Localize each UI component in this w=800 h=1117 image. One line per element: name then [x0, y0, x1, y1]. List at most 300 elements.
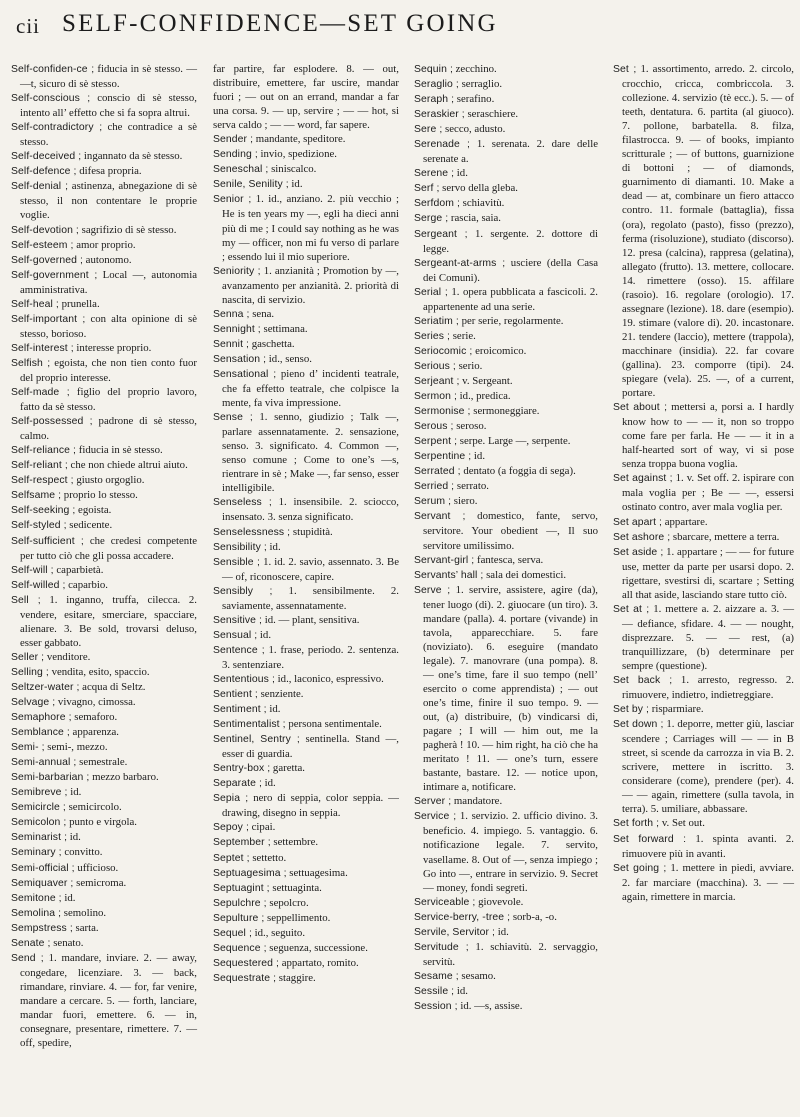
- entry-headword: Set going ;: [613, 862, 667, 874]
- dictionary-entry: [213, 495, 399, 524]
- dictionary-entry: [213, 835, 399, 850]
- entry-headword: Self-esteem ;: [11, 239, 74, 251]
- column-2: [213, 62, 399, 986]
- dictionary-entry: [11, 770, 197, 785]
- entry-headword: Sentence ;: [213, 644, 265, 656]
- entry-headword: Serpent ;: [414, 436, 458, 448]
- dictionary-entry: [213, 896, 399, 911]
- entry-definition: fiducia in sè stesso. — —t, sicuro di sè stesso.: [20, 63, 197, 91]
- entry-definition: id., laconico, espressivo.: [274, 672, 384, 685]
- dictionary-entry: [414, 568, 598, 583]
- entry-headword: Sensation ;: [213, 353, 267, 365]
- entry-definition: id.: [67, 786, 82, 799]
- entry-definition: id. — plant, sensitiva.: [262, 613, 360, 626]
- page-number: cii: [16, 14, 40, 38]
- dictionary-entry: [414, 794, 598, 809]
- entry-definition: senato.: [50, 936, 84, 949]
- entry-definition: cipai.: [248, 821, 276, 834]
- entry-headword: Sennight ;: [213, 323, 261, 335]
- entry-headword: Set apart ;: [613, 516, 663, 528]
- entry-headword: Sequin ;: [414, 64, 453, 75]
- dictionary-entry: [11, 473, 197, 488]
- entry-definition: seguenza, successione.: [266, 941, 368, 954]
- entry-headword: Sepulchre ;: [213, 897, 267, 909]
- entry-headword: Semibreve ;: [11, 787, 68, 799]
- entry-definition: id.: [495, 925, 509, 938]
- entry-definition: risparmiare.: [649, 703, 704, 716]
- entry-definition: 1. servizio. 2. ufficio divino. 3. beneficio. 4. impiego. 5. vantaggio. 6. notificazione legale. 7. servito, vasellame. 8. Out of —, senza impiego ; Go into —, entrare in servizio. 9. Secret — money, fondi segreti.: [423, 810, 598, 894]
- dictionary-entry: [613, 471, 794, 514]
- entry-headword: Septuagint ;: [213, 882, 270, 894]
- entry-definition: staggire.: [276, 971, 316, 984]
- entry-headword: Servant-girl ;: [414, 554, 475, 566]
- dictionary-entry: [613, 515, 794, 530]
- entry-definition: pieno d’ incidenti teatrale, che fa effetto teatrale, che colpisce la mente, fa viva impressione.: [222, 367, 399, 410]
- entry-headword: Semiquaver ;: [11, 877, 74, 889]
- entry-headword: Servant ;: [414, 511, 466, 523]
- entry-definition: schiavitù.: [459, 197, 505, 210]
- dictionary-entry: [414, 329, 598, 344]
- entry-definition: serrato.: [454, 480, 489, 493]
- dictionary-entry: [414, 374, 598, 389]
- entry-headword: Sempstress ;: [11, 922, 73, 934]
- entry-definition: 1. v. Set off. 2. ispirare con mala voglia per ; Be — —, essersi ostinato contro, aver mala voglia per.: [622, 472, 794, 514]
- entry-headword: Selling ;: [11, 666, 49, 678]
- dictionary-entry: [414, 449, 598, 464]
- dictionary-entry: [613, 717, 794, 816]
- entry-definition: settuagesima.: [286, 866, 348, 879]
- entry-headword: Semi-barbarian ;: [11, 772, 90, 784]
- entry-headword: Self-seeking ;: [11, 505, 76, 517]
- entry-definition: autonomo.: [82, 253, 132, 266]
- entry-definition: vivagno, cimossa.: [55, 696, 136, 709]
- entry-definition: invio, spedizione.: [257, 148, 337, 161]
- dictionary-entry: [213, 926, 399, 941]
- dictionary-entry: [213, 941, 399, 956]
- entry-definition: sarta.: [72, 921, 99, 934]
- entry-definition: id.: [471, 450, 486, 463]
- entry-definition: rascia, saia.: [448, 212, 501, 225]
- dictionary-entry: [613, 530, 794, 545]
- entry-definition: id.: [257, 628, 272, 641]
- entry-headword: Sentimentalist ;: [213, 719, 286, 731]
- entry-definition: 1. arresto, regresso. 2. rimuovere, indietro, indietreggiare.: [622, 674, 794, 702]
- dictionary-entry: [11, 725, 197, 740]
- dictionary-entry: [414, 583, 598, 795]
- entry-headword: Sermon ;: [414, 391, 457, 403]
- dictionary-entry: [414, 809, 598, 894]
- entry-headword: Serrated ;: [414, 466, 461, 478]
- dictionary-entry: [11, 785, 197, 800]
- entry-definition: id.: [261, 777, 276, 790]
- entry-definition: apparenza.: [69, 726, 120, 739]
- entry-headword: Serial ;: [414, 286, 448, 298]
- entry-headword: Sermonise ;: [414, 406, 471, 418]
- entry-headword: Seraskier ;: [414, 109, 465, 121]
- dictionary-entry: [11, 443, 197, 458]
- entry-definition: persona sentimentale.: [285, 718, 382, 731]
- dictionary-entry: [11, 223, 197, 238]
- entry-definition: amor proprio.: [73, 238, 136, 251]
- entry-headword: Sensitive ;: [213, 614, 263, 626]
- entry-definition: servo della gleba.: [439, 182, 518, 195]
- dictionary-entry: [11, 710, 197, 725]
- entry-headword: Serf ;: [414, 183, 440, 195]
- entry-definition: fantesca, serva.: [474, 553, 544, 566]
- dictionary-entry: [414, 404, 598, 419]
- dictionary-entry: [414, 969, 598, 984]
- entry-headword: Self-possessed ;: [11, 416, 93, 428]
- entry-headword: Self-government ;: [11, 269, 98, 281]
- dictionary-entry: [11, 253, 197, 268]
- entry-definition: id.: [67, 831, 81, 844]
- entry-headword: Serve ;: [414, 584, 451, 596]
- entry-headword: Sequence ;: [213, 942, 267, 954]
- dictionary-entry: [11, 356, 197, 385]
- entry-headword: Seniority ;: [213, 265, 261, 277]
- dictionary-entry: [11, 815, 197, 830]
- entry-headword: Self-important ;: [11, 313, 86, 325]
- entry-definition: id., senso.: [266, 352, 312, 365]
- entry-definition: 1. frase, periodo. 2. sentenza. 3. sentenziare.: [222, 643, 399, 671]
- entry-definition: id.: [288, 178, 303, 191]
- entry-definition: gaschetta.: [249, 337, 295, 350]
- dictionary-entry: [213, 776, 399, 791]
- entry-headword: Self-defence ;: [11, 166, 77, 178]
- entry-headword: Serum ;: [414, 496, 452, 508]
- dictionary-entry: [414, 479, 598, 494]
- dictionary-entry: [11, 936, 197, 951]
- dictionary-entry: [213, 307, 399, 322]
- entry-definition: con alta opinione di sè stesso, borioso.: [20, 312, 197, 340]
- dictionary-entry: [613, 62, 794, 400]
- dictionary-entry: [11, 341, 197, 356]
- dictionary-entry: [414, 984, 598, 999]
- dictionary-entry: [213, 177, 399, 192]
- entry-definition: 1. opera pubblicata a fascicoli. 2. appartenente ad una serie.: [423, 285, 598, 313]
- entry-headword: Service-berry, -tree ;: [414, 911, 511, 923]
- entry-definition: sbarcare, mettere a terra.: [670, 530, 780, 543]
- dictionary-entry: [414, 77, 598, 92]
- dictionary-entry: [11, 297, 197, 312]
- dictionary-entry: [213, 881, 399, 896]
- entry-headword: Self-styled ;: [11, 520, 67, 532]
- dictionary-entry: [11, 312, 197, 341]
- entry-headword: Self-reliance ;: [11, 445, 77, 457]
- dictionary-entry: [11, 488, 197, 503]
- entry-definition: mandante, speditore.: [253, 133, 346, 146]
- dictionary-entry: [213, 761, 399, 776]
- dictionary-entry: [11, 921, 197, 936]
- entry-definition: 1. appartare ; — — for future use, metter da parte per usarsi dopo. 2. rigettare, svestirsi di, scartare ; Setting all that aside, lasciando stare tutto ciò.: [622, 545, 794, 601]
- entry-definition: serie.: [450, 329, 476, 342]
- entry-headword: Sergeant-at-arms ;: [414, 257, 506, 269]
- entry-headword: Septuagesima ;: [213, 867, 287, 879]
- entry-definition: 1. sergente. 2. dottore di legge.: [423, 227, 598, 255]
- entry-definition: che non chiede altrui aiuto.: [67, 459, 188, 472]
- entry-definition: mandatore.: [451, 795, 503, 808]
- entry-definition: vendita, esito, spaccio.: [48, 665, 150, 678]
- dictionary-entry: [213, 132, 399, 147]
- entry-definition: siniscalco.: [268, 163, 317, 176]
- entry-headword: Set ;: [613, 64, 637, 75]
- entry-definition: appartato, romito.: [279, 956, 359, 969]
- dictionary-entry: [11, 680, 197, 695]
- entry-headword: Seminary ;: [11, 847, 62, 859]
- entry-definition: settetto.: [249, 851, 287, 864]
- entry-headword: Seriocomic ;: [414, 345, 473, 357]
- entry-definition: per serie, regolarmente.: [458, 314, 564, 327]
- entry-definition: nero di seppia, color seppia. — drawing, disegno in seppia.: [222, 792, 399, 820]
- entry-definition: 1. id., anziano. 2. più vecchio ; He is ten years my —, egli ha dieci anni più di me ; I could say nothing as he was my — officer, non mi fu verso di parlare ; essendo lui il mio superiore.: [222, 193, 399, 263]
- entry-headword: Sequel ;: [213, 927, 252, 939]
- entry-definition: conscio di sè stesso, intento all’ effetto che si fa sopra altrui.: [20, 92, 197, 120]
- entry-definition: prunella.: [58, 297, 100, 310]
- entry-headword: Set back ;: [613, 675, 673, 687]
- entry-headword: Sennit ;: [213, 338, 250, 350]
- entry-definition: id.: [454, 984, 468, 997]
- dictionary-entry: [11, 164, 197, 179]
- running-head: SELF-CONFIDENCE—SET GOING: [62, 10, 498, 37]
- entry-headword: Sentry-box ;: [213, 763, 271, 775]
- dictionary-entry: [11, 414, 197, 443]
- dictionary-entry: [414, 181, 598, 196]
- entry-headword: Sepia ;: [213, 793, 249, 805]
- entry-definition: semaforo.: [71, 711, 118, 724]
- entry-headword: Seltzer-water ;: [11, 681, 80, 693]
- dictionary-entry: [414, 553, 598, 568]
- entry-definition: seppellimento.: [264, 911, 331, 924]
- entry-definition: eroicomico.: [472, 344, 527, 357]
- dictionary-entry: [213, 352, 399, 367]
- dictionary-entry: [11, 891, 197, 906]
- entry-headword: Sense ;: [213, 412, 253, 424]
- dictionary-entry: [11, 593, 197, 650]
- entry-headword: Set by ;: [613, 704, 650, 716]
- entry-headword: Self-denial ;: [11, 181, 69, 193]
- entry-headword: Send ;: [11, 952, 44, 964]
- entry-definition: settimana.: [260, 322, 308, 335]
- entry-headword: Senselessness ;: [213, 526, 291, 538]
- entry-headword: Self-devotion ;: [11, 224, 79, 236]
- entry-definition: semolino.: [61, 906, 107, 919]
- entry-definition: padrone di sè stesso, calmo.: [20, 415, 197, 443]
- entry-definition: venditore.: [44, 650, 91, 663]
- entry-headword: Sequestrate ;: [213, 972, 277, 984]
- entry-headword: Self-respect ;: [11, 475, 74, 487]
- dictionary-entry: [213, 525, 399, 540]
- entry-headword: Serous ;: [414, 421, 454, 433]
- dictionary-columns: [0, 62, 800, 1112]
- entry-definition: punto e virgola.: [66, 816, 137, 829]
- entry-definition: far partire, far esplodere. 8. — out, distribuire, emettere, far uscire, mandar fuori ; — out on an errand, mandar a far una corsa. 9. — up, servire ; — — hot, si serva caldo ; — — word, far sapere.: [213, 63, 399, 132]
- dictionary-entry: [414, 910, 598, 925]
- entry-definition: che contradice a sè stesso.: [20, 121, 198, 149]
- entry-headword: Septet ;: [213, 852, 250, 864]
- entry-definition: astinenza, abnegazione di sè stesso, il non contentare le proprie voglie.: [20, 180, 197, 222]
- entry-headword: Sententious ;: [213, 673, 275, 685]
- dictionary-entry: [213, 956, 399, 971]
- entry-definition: usciere (della Casa dei Comuni).: [423, 256, 598, 284]
- entry-definition: mettersi a, porsi a. I hardly know how to — — it, non so troppo come fare per farla. He — — it in a half-hearted sort of way, vi si pose senza troppa buona voglia.: [622, 401, 795, 471]
- dictionary-entry: [613, 545, 794, 602]
- dictionary-entry: [613, 602, 794, 673]
- dictionary-entry: [11, 906, 197, 921]
- dictionary-entry: [414, 122, 598, 137]
- page-header: [0, 0, 800, 56]
- entry-headword: Session ;: [414, 1001, 458, 1012]
- dictionary-entry: [11, 91, 197, 120]
- entry-headword: Self-will ;: [11, 564, 54, 576]
- entry-definition: secco, adusto.: [442, 123, 506, 136]
- entry-headword: Serene ;: [414, 168, 455, 180]
- dictionary-entry: [213, 613, 399, 628]
- entry-headword: Set aside ;: [613, 546, 664, 558]
- dictionary-entry: [213, 192, 399, 263]
- entry-definition: 1. spinta avanti. 2. rimuovere più in avanti.: [622, 832, 794, 860]
- dictionary-entry: [414, 196, 598, 211]
- dictionary-entry: [11, 238, 197, 253]
- entry-definition: 1. mettere a. 2. aizzare a. 3. — — defiance, sfidare. 4. — — nought, disprezzare. 5. — — rest, (a) tranquillizzare, (b) determinare per sempre (questione).: [622, 602, 794, 672]
- dictionary-entry: [213, 851, 399, 866]
- dictionary-entry: [11, 740, 197, 755]
- entry-definition: Local —, autonomia amministrativa.: [20, 268, 197, 296]
- entry-headword: Self-sufficient ;: [11, 535, 84, 547]
- entry-definition: interesse proprio.: [73, 341, 152, 354]
- entry-headword: Set forth ;: [613, 818, 660, 830]
- dictionary-entry: [414, 389, 598, 404]
- dictionary-entry: [613, 861, 794, 904]
- entry-headword: Senior ;: [213, 194, 252, 206]
- entry-headword: Seraph ;: [414, 94, 455, 106]
- entry-headword: Sensibly ;: [213, 585, 273, 597]
- dictionary-entry: [414, 166, 598, 181]
- entry-headword: Sensible ;: [213, 556, 260, 568]
- entry-definition: senziente.: [257, 688, 304, 701]
- entry-definition: mezzo barbaro.: [89, 771, 159, 784]
- dictionary-entry: [213, 791, 399, 820]
- dictionary-entry: [11, 951, 197, 1050]
- entry-headword: Sequestered ;: [213, 957, 279, 969]
- dictionary-entry: [613, 702, 794, 717]
- entry-headword: Serpentine ;: [414, 451, 472, 463]
- dictionary-entry: [414, 227, 598, 256]
- entry-headword: Self-heal ;: [11, 298, 59, 310]
- entry-definition: 1. inganno, truffa, cilecca. 2. vendere, esitare, smerciare, spacciare, alienare. 3. Be sold, trovarsi deluso, esser gabbato.: [20, 593, 197, 649]
- entry-headword: Semi- ;: [11, 742, 45, 754]
- entry-definition: siero.: [451, 495, 478, 508]
- entry-headword: Senile, Senility ;: [213, 179, 289, 191]
- entry-headword: Servitude ;: [414, 941, 469, 953]
- dictionary-entry: [213, 147, 399, 162]
- entry-definition: 1. senno, giudizio ; Talk —, parlare assennatamente. 2. sensazione, senso. 3. significato. 4. Common —, senso comune ; Come to one’s —s, rientrare in sè ; Make —, far senso, esser intelligibile.: [222, 411, 400, 495]
- dictionary-entry: [11, 179, 197, 222]
- entry-definition: sena.: [249, 307, 275, 320]
- dictionary-entry: [11, 534, 197, 563]
- column-4: [613, 62, 794, 904]
- entry-headword: Sere ;: [414, 124, 443, 136]
- dictionary-entry: [414, 107, 598, 122]
- entry-headword: Semitone ;: [11, 892, 62, 904]
- entry-headword: Semi-official ;: [11, 862, 75, 874]
- dictionary-entry: [414, 285, 598, 314]
- entry-headword: Sessile ;: [414, 985, 455, 997]
- dictionary-entry: [11, 755, 197, 770]
- entry-definition: id.: [61, 891, 76, 904]
- dictionary-entry: [213, 322, 399, 337]
- entry-definition: appartare.: [662, 515, 708, 528]
- entry-definition: 1. assortimento, arredo. 2. circolo, crocchio, cricca, combriccola. 3. collezione. 4. servizio (tè ecc.). 5. — of teeth, dentatura. 6. partita (al giuoco). 7. pollone, barbatella. 8. filza, filastrocca. 9. — of books, impianto scritturale ; — of buttons, guarnizione di bottoni ; — of diamonds, guarnimento di diamanti. 10. Make a dead — at, combinare un fiero attacco contro. 11. formale (battaglia), fissa (ora), regolato (pasto), fisso (prezzo), ferma (risoluzione), studiato (discorso). 12. presa (calcina), rappresa (gelatina), allegato (frutto). 13. mettere, collocare. 14. rimettere (osso). 15. affilare (rasoio). 16. regolare (orologio). 17. assegnare (lezione). 18. dare (esempio). 19. stimare (valore di). 20. incastonare. 21. tendere (laccio), mettere (trappola), macchinare (insidia). 22. far covare (gallina). 23. comporre (tipi). 24. spiegare (vela). 25. —, of a current, portare.: [622, 63, 795, 400]
- dictionary-entry: [414, 314, 598, 329]
- dictionary-entry: [11, 268, 197, 297]
- entry-definition: ingannato da sè stesso.: [81, 150, 183, 163]
- entry-definition: sedicente.: [66, 519, 113, 532]
- entry-definition: serpe. Large —, serpente.: [457, 435, 571, 448]
- entry-headword: Self-contradictory ;: [11, 122, 103, 134]
- entry-headword: Seriatim ;: [414, 315, 459, 327]
- entry-definition: 1. deporre, metter giù, lasciar scendere ; Carriages will — — in B street, si scende da carrozza in via B. 2. scrivere, mettere in iscritto. 3. considerare (come), prendere (per). 4. — — again, rimettere (sulla tavola, in terra). 5. umiliare, abbassare.: [622, 718, 794, 816]
- entry-definition: id.: [454, 167, 468, 180]
- entry-definition: dentato (a foggia di sega).: [460, 465, 576, 478]
- dictionary-entry: [11, 563, 197, 578]
- entry-headword: Seminarist ;: [11, 832, 68, 844]
- dictionary-entry: [213, 264, 399, 307]
- entry-definition: figlio del proprio lavoro, fatto da sè stesso.: [20, 386, 197, 414]
- entry-headword: Self-conscious ;: [11, 93, 91, 105]
- dictionary-entry: [11, 800, 197, 815]
- dictionary-entry: [613, 400, 794, 471]
- dictionary-entry: [414, 494, 598, 509]
- entry-definition: settembre.: [270, 836, 319, 849]
- column-1: [11, 62, 197, 1050]
- dictionary-entry: [11, 385, 197, 414]
- entry-headword: Set at ;: [613, 603, 650, 615]
- entry-headword: Selfsame ;: [11, 490, 62, 502]
- entry-headword: Sentinel, Sentry ;: [213, 734, 300, 746]
- dictionary-entry: [213, 702, 399, 717]
- entry-definition: id.: [266, 703, 281, 716]
- entry-definition: sagrifizio di sè stesso.: [78, 223, 177, 236]
- entry-definition: zecchino.: [452, 63, 497, 75]
- entry-headword: Set forward :: [613, 833, 687, 845]
- entry-headword: Senna ;: [213, 308, 250, 320]
- dictionary-entry: [414, 359, 598, 374]
- entry-definition: semi-, mezzo.: [44, 741, 108, 754]
- dictionary-entry: [213, 367, 399, 410]
- entry-definition: id., predica.: [456, 390, 511, 403]
- entry-definition: sorb-a, -o.: [510, 910, 557, 923]
- dictionary-entry: [414, 256, 598, 285]
- entry-headword: Senseless ;: [213, 497, 272, 509]
- entry-definition: giovevole.: [475, 895, 524, 908]
- dictionary-entry: [213, 672, 399, 687]
- dictionary-entry: [414, 419, 598, 434]
- entry-definition: egoista.: [75, 504, 112, 517]
- entry-headword: September ;: [213, 837, 271, 849]
- entry-headword: Sesame ;: [414, 970, 459, 982]
- entry-definition: sesamo.: [458, 969, 496, 982]
- entry-headword: Seneschal ;: [213, 164, 269, 176]
- dictionary-entry: [213, 584, 399, 613]
- entry-headword: Semblance ;: [11, 727, 70, 739]
- entry-definition: egoista, che non tien conto fuor del proprio interesse.: [20, 356, 197, 384]
- entry-headword: Server ;: [414, 796, 452, 808]
- entry-definition: domestico, fante, servo, servitore. Your obedient —, Il suo servitore umilissimo.: [423, 510, 598, 552]
- dictionary-entry: [11, 62, 197, 91]
- dictionary-entry: [414, 895, 598, 910]
- dictionary-entry: [213, 911, 399, 926]
- entry-headword: Self-willed ;: [11, 579, 66, 591]
